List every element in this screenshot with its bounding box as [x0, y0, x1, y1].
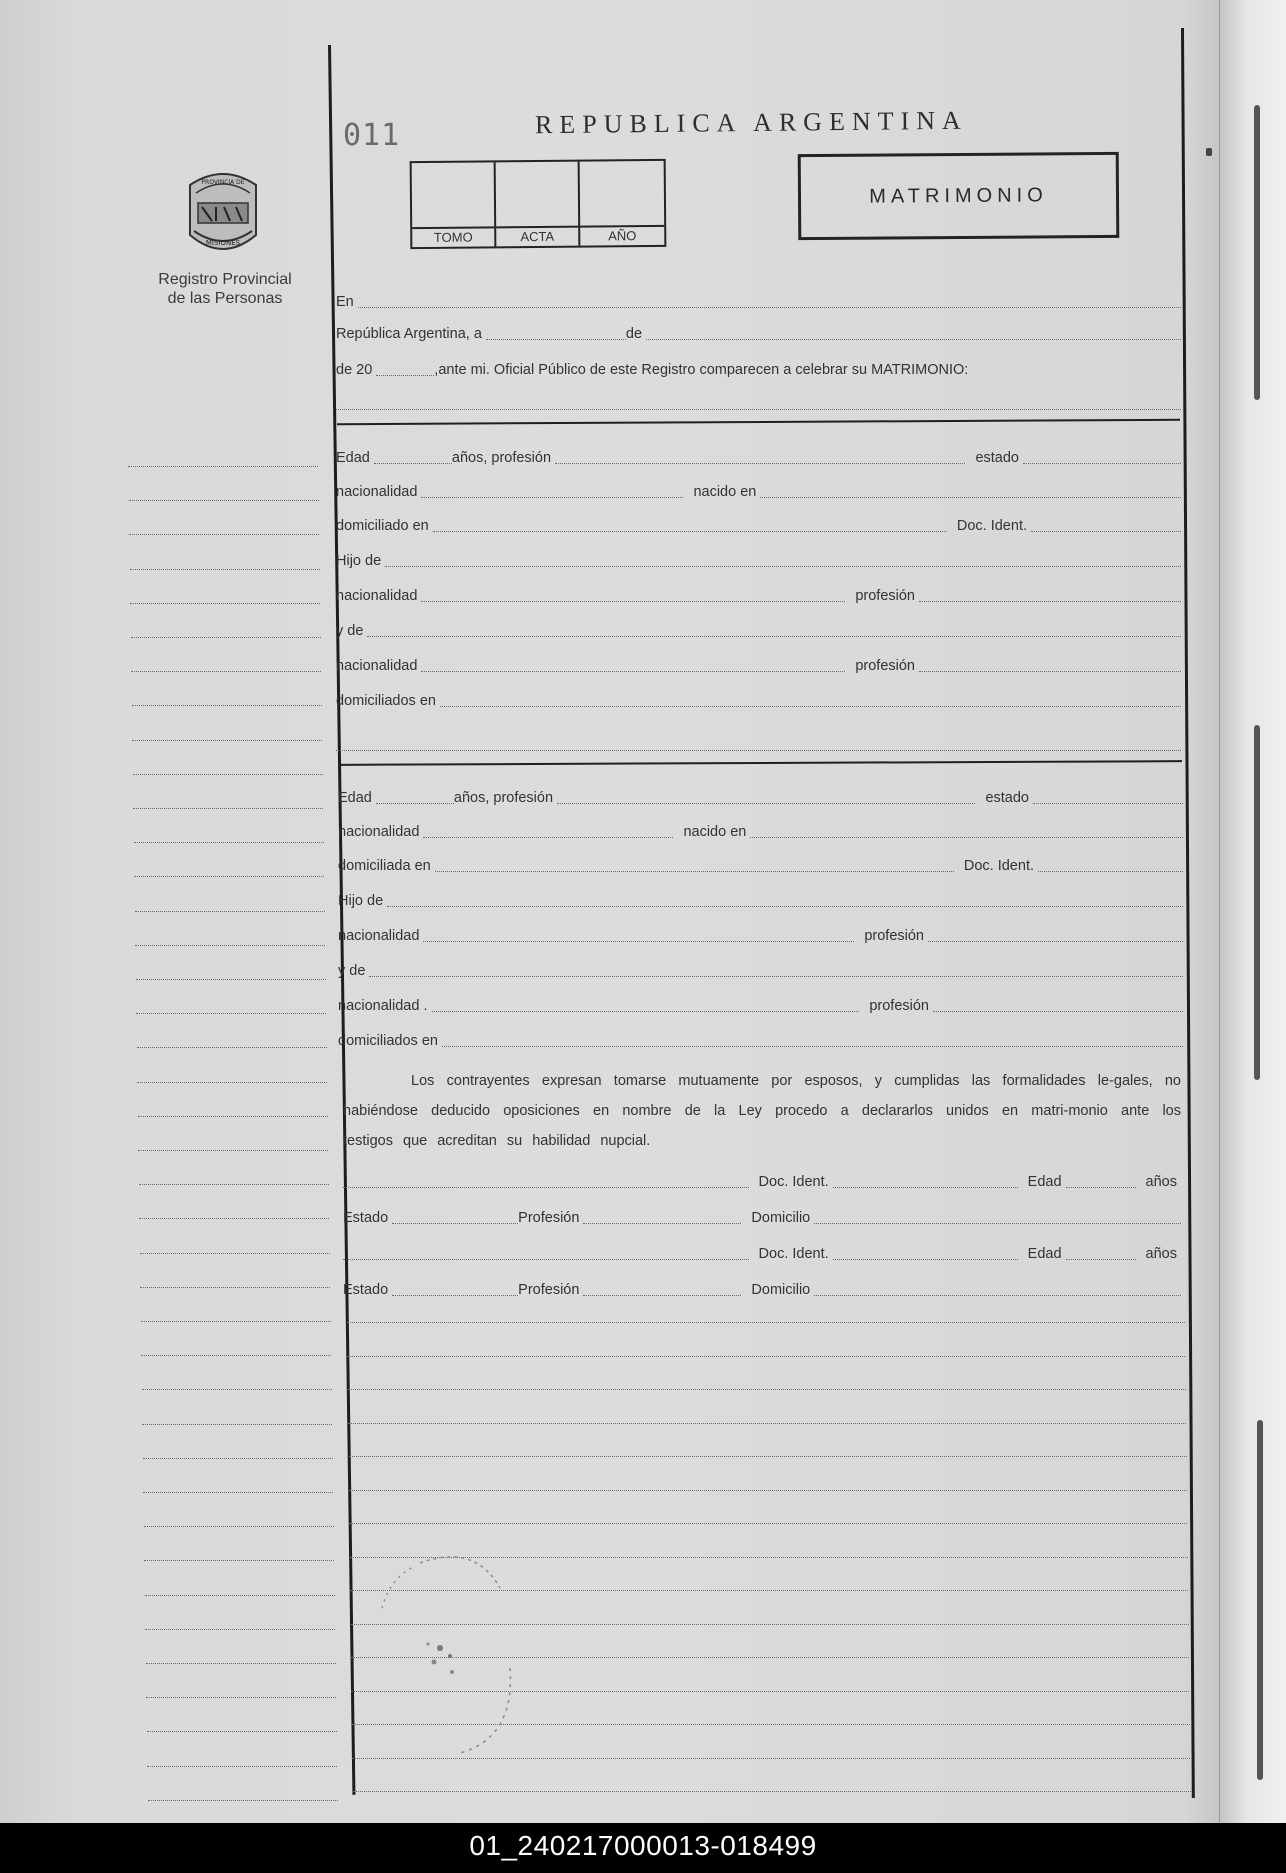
p2-row-domicilio: [338, 854, 1183, 876]
p2-field-domicilio[interactable]: [435, 871, 954, 872]
p1-label-domiciliado-en: domiciliado en: [336, 518, 429, 534]
margin-ruled-line: [136, 1013, 326, 1014]
margin-ruled-line: [148, 1800, 338, 1801]
margin-ruled-line: [134, 842, 324, 843]
declaration-text: Los contrayentes expresan tomarse mutuamente por esposos, y cumplidas las formalidades le-gales, no habiéndose deducido oposiciones en nombre de la Ley procedo a declararlos unidos en matri-monio ante los testigos que acreditan su habilidad nupcial.: [343, 1073, 1181, 1149]
p1-label-profesion-father: profesión: [855, 588, 915, 604]
body-ruled-line[interactable]: [348, 1423, 1186, 1424]
p2-field-nacionalidad-mother[interactable]: [432, 1011, 860, 1012]
p1-row-domiciliados: [336, 689, 1181, 711]
p2-row-nacionalidad-mother: [338, 994, 1183, 1016]
margin-ruled-line: [131, 671, 321, 672]
w2-label-profesion: Profesión: [518, 1282, 580, 1298]
p1-label-nacionalidad-father: nacionalidad: [336, 588, 418, 604]
p1-field-estado[interactable]: [1023, 463, 1181, 464]
field-month[interactable]: [646, 339, 1181, 340]
field-blank[interactable]: [336, 409, 1181, 410]
p2-field-profesion-mother[interactable]: [933, 1011, 1183, 1012]
w2-label-doc-ident: Doc. Ident.: [758, 1246, 829, 1262]
agency-line-1: Registro Provincial: [158, 271, 292, 288]
staple: [1257, 1420, 1263, 1780]
p1-label-edad: Edad: [336, 450, 370, 466]
margin-ruled-line: [146, 1663, 336, 1664]
p1-field-nacionalidad-mother[interactable]: [421, 671, 845, 672]
margin-ruled-line: [137, 1082, 327, 1083]
w1-field-name[interactable]: [343, 1187, 749, 1188]
staple: [1254, 105, 1260, 400]
w2-field-edad[interactable]: [1066, 1259, 1136, 1260]
p1-field-profesion-mother[interactable]: [919, 671, 1181, 672]
p2-field-nacido-en[interactable]: [750, 837, 1183, 838]
margin-ruled-line: [138, 1150, 328, 1151]
acta-label: ACTA: [496, 226, 580, 247]
p2-label-y-de: y de: [338, 963, 366, 979]
margin-ruled-line: [141, 1355, 331, 1356]
w1-field-domicilio[interactable]: [814, 1223, 1181, 1224]
margin-ruled-line: [138, 1116, 328, 1117]
p2-label-nacionalidad: nacionalidad: [338, 824, 420, 840]
body-ruled-line[interactable]: [353, 1791, 1191, 1792]
p2-field-father[interactable]: [387, 906, 1183, 907]
label-de20: de 20: [336, 362, 373, 378]
row-en: [336, 290, 1181, 312]
margin-ruled-line: [147, 1766, 337, 1767]
w1-field-doc-ident[interactable]: [833, 1187, 1018, 1188]
p1-field-mother[interactable]: [367, 636, 1181, 637]
body-ruled-line[interactable]: [348, 1389, 1186, 1390]
row-blank: [336, 392, 1181, 414]
p2-label-profesion-mother: profesión: [869, 998, 929, 1014]
w2-row-ident: [343, 1242, 1181, 1264]
p2-label-estado: estado: [985, 790, 1029, 806]
w1-field-estado[interactable]: [392, 1223, 518, 1224]
p2-field-doc-ident[interactable]: [1038, 871, 1183, 872]
w2-field-name[interactable]: [343, 1259, 749, 1260]
p2-field-estado[interactable]: [1033, 803, 1183, 804]
w1-label-profesion: Profesión: [518, 1210, 580, 1226]
p1-label-nacionalidad-mother: nacionalidad: [336, 658, 418, 674]
margin-ruled-line: [142, 1424, 332, 1425]
p1-label-nacionalidad: nacionalidad: [336, 484, 418, 500]
register-box: [410, 159, 667, 249]
margin-ruled-line: [130, 603, 320, 604]
margin-ruled-line: [133, 808, 323, 809]
faded-stamp-icon: [380, 1548, 530, 1758]
p2-field-nacionalidad[interactable]: [423, 837, 673, 838]
p1-row-edad: [336, 446, 1181, 468]
margin-ruled-line: [134, 876, 324, 877]
margin-ruled-line: [132, 740, 322, 741]
w2-field-estado[interactable]: [392, 1295, 518, 1296]
p1-row-y-de: [336, 619, 1181, 641]
seal-text-bottom: MISIONES: [205, 239, 241, 247]
margin-ruled-line: [139, 1218, 329, 1219]
p2-field-edad[interactable]: [376, 803, 454, 804]
label-republica: República Argentina, a: [336, 326, 482, 342]
p2-label-profesion-father: profesión: [864, 928, 924, 944]
p1-field-profesion[interactable]: [555, 463, 965, 464]
margin-ruled-line: [144, 1560, 334, 1561]
w2-row-estado: [343, 1278, 1181, 1300]
margin-ruled-line: [135, 911, 325, 912]
p1-label-profesion-mother: profesión: [855, 658, 915, 674]
field-year[interactable]: [376, 375, 434, 376]
provincial-seal-icon: [182, 165, 264, 260]
p2-row-nacionalidad: [338, 820, 1183, 842]
file-id-footer: 01_240217000013-018499: [0, 1823, 1286, 1873]
p2-row-edad: [338, 786, 1183, 808]
p1-row-nacionalidad-father: [336, 584, 1181, 606]
margin-ruled-line: [135, 945, 325, 946]
agency-line-2: de las Personas: [167, 290, 283, 307]
p2-field-nacionalidad-father[interactable]: [423, 941, 854, 942]
p1-field-profesion-father[interactable]: [919, 601, 1181, 602]
margin-ruled-line: [130, 569, 320, 570]
margin-ruled-line: [139, 1184, 329, 1185]
margin-ruled-line: [140, 1287, 330, 1288]
p1-row-hijo-de: [336, 549, 1181, 571]
margin-ruled-line: [129, 534, 319, 535]
margin-ruled-line: [131, 637, 321, 638]
body-ruled-line[interactable]: [347, 1322, 1185, 1323]
binding-strip: [1219, 0, 1286, 1823]
p1-label-anios-profesion: años, profesión: [451, 450, 552, 466]
speck: [1206, 148, 1212, 156]
w1-label-doc-ident: Doc. Ident.: [758, 1174, 829, 1190]
p2-label-doc-ident: Doc. Ident.: [963, 858, 1034, 874]
margin-ruled-line: [136, 979, 326, 980]
tomo-label: TOMO: [412, 226, 496, 247]
body-ruled-line[interactable]: [349, 1490, 1187, 1491]
p1-label-hijo-de: Hijo de: [336, 553, 382, 569]
p1-field-nacionalidad-father[interactable]: [421, 601, 845, 602]
label-en: En: [336, 294, 354, 310]
p2-label-edad: Edad: [338, 790, 372, 806]
w2-field-domicilio[interactable]: [814, 1295, 1181, 1296]
p1-field-nacido-en[interactable]: [760, 497, 1181, 498]
acta-number: 011: [343, 118, 401, 153]
p2-field-profesion-father[interactable]: [928, 941, 1183, 942]
p1-label-doc-ident: Doc. Ident.: [956, 518, 1027, 534]
margin-ruled-line: [145, 1595, 335, 1596]
w2-label-domicilio: Domicilio: [751, 1282, 811, 1298]
w1-field-edad[interactable]: [1066, 1187, 1136, 1188]
acta-cell[interactable]: [496, 162, 581, 227]
seal-text-top: PROVINCIA DE: [201, 179, 245, 186]
w1-label-anios: años: [1145, 1174, 1177, 1190]
p1-field-domicilio[interactable]: [433, 531, 947, 532]
w1-label-estado: Estado: [343, 1210, 389, 1226]
margin-ruled-line: [143, 1492, 333, 1493]
p2-row-nacionalidad-father: [338, 924, 1183, 946]
margin-ruled-line: [141, 1321, 331, 1322]
p2-label-nacionalidad-father: nacionalidad: [338, 928, 420, 944]
margin-ruled-line: [146, 1697, 336, 1698]
p2-label-hijo-de: Hijo de: [338, 893, 384, 909]
margin-ruled-line: [140, 1253, 330, 1254]
p2-field-mother[interactable]: [369, 976, 1183, 977]
p2-label-domiciliada-en: domiciliada en: [338, 858, 431, 874]
p1-label-nacido-en: nacido en: [693, 484, 757, 500]
w1-label-edad: Edad: [1027, 1174, 1062, 1190]
margin-ruled-line: [142, 1389, 332, 1390]
p1-field-edad[interactable]: [374, 463, 452, 464]
margin-ruled-line: [147, 1731, 337, 1732]
field-place[interactable]: [358, 307, 1181, 308]
body-ruled-line[interactable]: [349, 1456, 1187, 1457]
p1-field-father[interactable]: [385, 566, 1181, 567]
p1-label-y-de: y de: [336, 623, 364, 639]
p2-label-anios-profesion: años, profesión: [453, 790, 554, 806]
staple: [1254, 725, 1260, 1080]
p2-label-nacionalidad-mother: nacionalidad .: [338, 998, 428, 1014]
p1-row-domicilio: [336, 514, 1181, 536]
p2-row-y-de: [338, 959, 1183, 981]
p1-field-nacionalidad[interactable]: [421, 497, 683, 498]
margin-ruled-line: [145, 1629, 335, 1630]
section-rule: [339, 760, 1182, 766]
p2-label-nacido-en: nacido en: [683, 824, 747, 840]
section-rule: [337, 419, 1180, 425]
p1-row-nacionalidad-mother: [336, 654, 1181, 676]
w2-field-doc-ident[interactable]: [833, 1259, 1018, 1260]
margin-ruled-line: [128, 466, 318, 467]
right-vertical-rule: [1181, 28, 1195, 1798]
label-de: de: [625, 326, 643, 342]
w2-label-estado: Estado: [343, 1282, 389, 1298]
w2-field-profesion[interactable]: [583, 1295, 741, 1296]
margin-ruled-line: [137, 1047, 327, 1048]
record-type-box: MATRIMONIO: [798, 152, 1120, 240]
p1-label-domiciliados-en: domiciliados en: [336, 693, 436, 709]
p2-label-domiciliados-en: domiciliados en: [338, 1033, 438, 1049]
margin-ruled-line: [143, 1458, 333, 1459]
left-margin-column: [0, 0, 330, 1823]
p1-field-parents-domicilio[interactable]: [440, 706, 1181, 707]
p2-field-profesion[interactable]: [557, 803, 975, 804]
field-day[interactable]: [486, 339, 626, 340]
row-ante-mi: [336, 358, 1181, 380]
w1-row-estado: [343, 1206, 1181, 1228]
tomo-cell[interactable]: [412, 162, 497, 227]
p1-row-nacionalidad: [336, 480, 1181, 502]
body-ruled-line[interactable]: [349, 1523, 1187, 1524]
p2-row-domiciliados: [338, 1029, 1183, 1051]
w1-row-ident: [343, 1170, 1181, 1192]
anio-label: AÑO: [580, 225, 664, 246]
p1-label-estado: estado: [975, 450, 1019, 466]
country-title: REPUBLICA ARGENTINA: [534, 105, 968, 140]
w1-label-domicilio: Domicilio: [751, 1210, 811, 1226]
anio-cell[interactable]: [580, 161, 665, 226]
w2-label-anios: años: [1145, 1246, 1177, 1262]
p1-row-blank: [336, 733, 1181, 755]
row-republica: [336, 322, 1181, 344]
p2-row-hijo-de: [338, 889, 1183, 911]
p1-field-doc-ident[interactable]: [1031, 531, 1181, 532]
agency-name: [140, 270, 310, 308]
p2-field-parents-domicilio[interactable]: [442, 1046, 1183, 1047]
margin-ruled-line: [144, 1526, 334, 1527]
w1-field-profesion[interactable]: [583, 1223, 741, 1224]
w2-label-edad: Edad: [1027, 1246, 1062, 1262]
label-ante-mi: ,ante mi. Oficial Público de este Registro comparecen a celebrar su MATRIMONIO:: [434, 362, 969, 378]
margin-ruled-line: [133, 774, 323, 775]
margin-ruled-line: [132, 705, 322, 706]
body-ruled-line[interactable]: [347, 1356, 1185, 1357]
margin-ruled-line: [129, 500, 319, 501]
p1-field-blank[interactable]: [336, 750, 1181, 751]
